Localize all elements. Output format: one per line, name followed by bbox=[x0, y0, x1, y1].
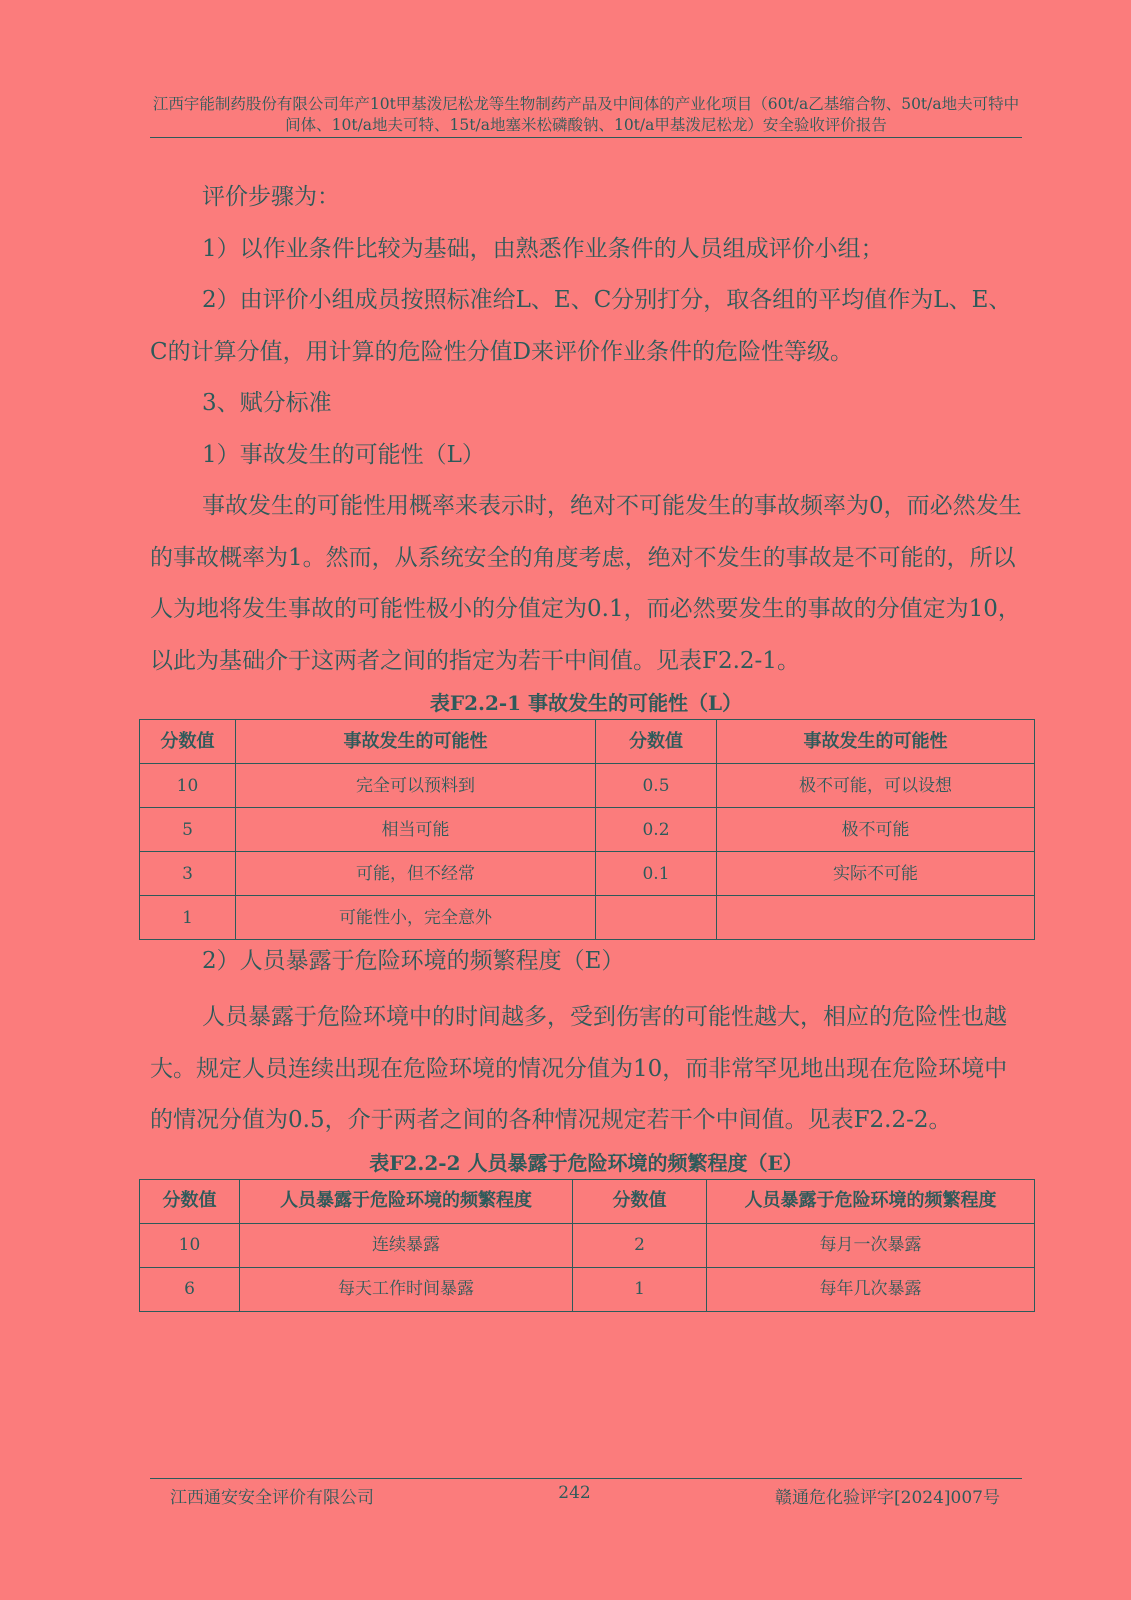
page-footer bbox=[150, 1478, 1022, 1508]
document-body bbox=[150, 172, 1022, 1312]
table-row bbox=[140, 764, 1035, 808]
page-header bbox=[150, 94, 1022, 138]
footer-company: 江西通安安全评价有限公司 bbox=[170, 1488, 374, 1508]
table-row bbox=[140, 1267, 1035, 1311]
paragraph: 2）人员暴露于危险环境的频繁程度（E） bbox=[202, 948, 625, 974]
table-row bbox=[140, 1223, 1035, 1267]
exposure-table bbox=[139, 1179, 1035, 1312]
table-cell bbox=[717, 896, 1035, 940]
header-cell: 事故发生的可能性 bbox=[717, 720, 1035, 764]
table-cell: 极不可能 bbox=[717, 808, 1035, 852]
table-caption-e: 表F2.2-2 人员暴露于危险环境的频繁程度（E） bbox=[369, 1150, 803, 1175]
table-row bbox=[140, 852, 1035, 896]
header-cell: 人员暴露于危险环境的频繁程度 bbox=[707, 1179, 1035, 1223]
table-cell: 每月一次暴露 bbox=[707, 1223, 1035, 1267]
report-title: 江西宇能制药股份有限公司年产10t甲基泼尼松龙等生物制药产品及中间体的产业化项目（60t/a乙基缩合物、50t/a地夫可特中间体、10t/a地夫可特、15t/a地塞米松磷酸钠、10t/a甲基泼尼松龙）安全验收评价报告 bbox=[152, 95, 1020, 134]
table-cell: 6 bbox=[140, 1267, 240, 1311]
table-cell: 10 bbox=[140, 1223, 240, 1267]
table-header-row bbox=[140, 1179, 1035, 1223]
document-number: 赣通危化验评字[2024]007号 bbox=[775, 1488, 1000, 1508]
paragraph: 事故发生的可能性用概率来表示时，绝对不可能发生的事故频率为0，而必然发生的事故概率为1。然而，从系统安全的角度考虑，绝对不发生的事故是不可能的，所以人为地将发生事故的可能性极小的分值定为0.1，而必然要发生的事故的分值定为10，以此为基础介于这两者之间的指定为若干中间值。见表F2.2-1。 bbox=[150, 493, 1022, 674]
table-cell: 3 bbox=[140, 852, 236, 896]
paragraph: 人员暴露于危险环境中的时间越多，受到伤害的可能性越大，相应的危险性也越大。规定人员连续出现在危险环境的情况分值为10，而非常罕见地出现在危险环境中的情况分值为0.5，介于两者之间的各种情况规定若干个中间值。见表F2.2-2。 bbox=[150, 1004, 1008, 1133]
paragraph: 3、赋分标准 bbox=[202, 390, 332, 416]
table-cell: 10 bbox=[140, 764, 236, 808]
paragraph: 1）以作业条件比较为基础，由熟悉作业条件的人员组成评价小组； bbox=[202, 235, 884, 262]
paragraph: 2）由评价小组成员按照标准给L、E、C分别打分，取各组的平均值作为L、E、C的计算分值，用计算的危险性分值D来评价作业条件的危险性等级。 bbox=[150, 287, 1012, 365]
table-cell: 每年几次暴露 bbox=[707, 1267, 1035, 1311]
table-cell: 每天工作时间暴露 bbox=[240, 1267, 573, 1311]
table-cell: 1 bbox=[140, 896, 236, 940]
table-cell bbox=[596, 896, 717, 940]
table-cell: 完全可以预料到 bbox=[236, 764, 596, 808]
table-cell: 2 bbox=[573, 1223, 707, 1267]
header-cell: 分数值 bbox=[573, 1179, 707, 1223]
table-cell: 连续暴露 bbox=[240, 1223, 573, 1267]
paragraph: 评价步骤为： bbox=[202, 184, 340, 210]
header-cell: 分数值 bbox=[596, 720, 717, 764]
header-cell: 分数值 bbox=[140, 720, 236, 764]
table-cell: 0.2 bbox=[596, 808, 717, 852]
table-cell: 可能性小，完全意外 bbox=[236, 896, 596, 940]
table-cell: 0.1 bbox=[596, 852, 717, 896]
likelihood-table bbox=[139, 719, 1035, 940]
table-cell: 0.5 bbox=[596, 764, 717, 808]
table-cell: 实际不可能 bbox=[717, 852, 1035, 896]
table-cell: 1 bbox=[573, 1267, 707, 1311]
table-cell: 5 bbox=[140, 808, 236, 852]
page-number: 242 bbox=[558, 1483, 591, 1503]
header-cell: 分数值 bbox=[140, 1179, 240, 1223]
table-row bbox=[140, 896, 1035, 940]
table-cell: 可能，但不经常 bbox=[236, 852, 596, 896]
header-cell: 人员暴露于危险环境的频繁程度 bbox=[240, 1179, 573, 1223]
table-caption-l: 表F2.2-1 事故发生的可能性（L） bbox=[429, 691, 743, 715]
paragraph: 1）事故发生的可能性（L） bbox=[202, 441, 485, 468]
table-cell: 极不可能，可以设想 bbox=[717, 764, 1035, 808]
table-cell: 相当可能 bbox=[236, 808, 596, 852]
header-cell: 事故发生的可能性 bbox=[236, 720, 596, 764]
table-header-row bbox=[140, 720, 1035, 764]
table-row bbox=[140, 808, 1035, 852]
